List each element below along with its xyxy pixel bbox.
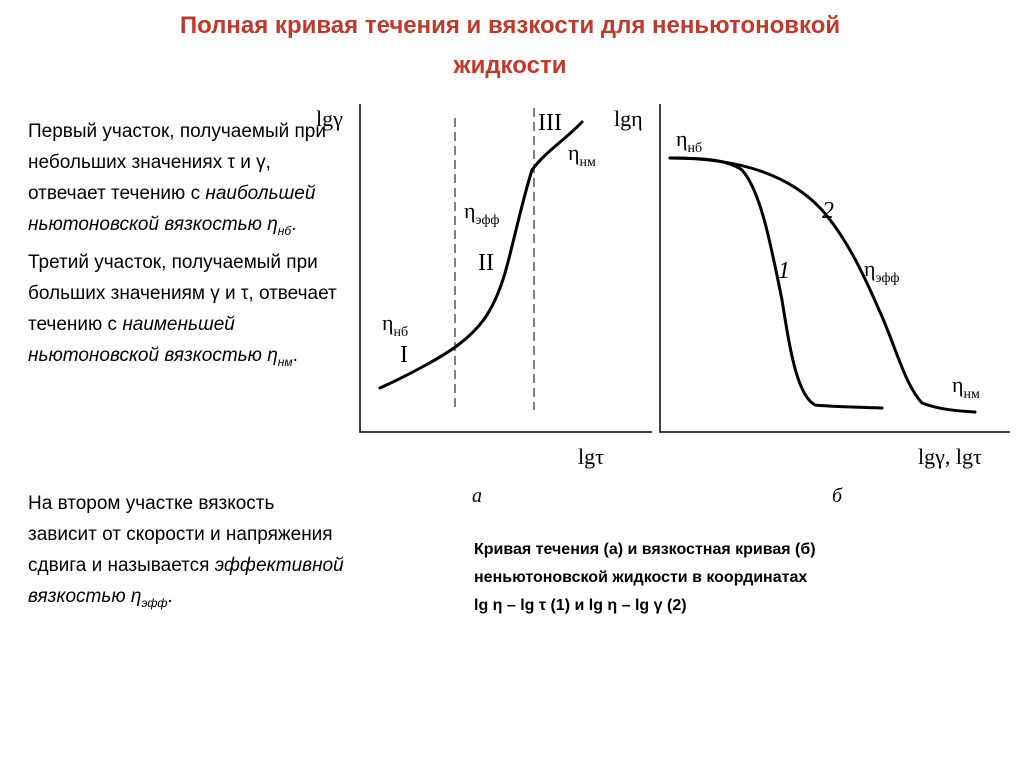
caption-line-1: Кривая течения (а) и вязкостная кривая (б) — [474, 541, 816, 558]
fig-a-eta-nm: $\eta_{нм}$ — [568, 140, 596, 170]
p1-sub-nm: нм — [277, 354, 293, 369]
caption-line-2: неньютоновской жидкости в координатах — [474, 569, 808, 586]
p2-italic-eff-viscosity: эффективной вязкостью η — [28, 555, 344, 607]
fig-a-region-3: III — [538, 110, 562, 136]
fig-a-y-axis-label: lgγ — [316, 106, 343, 131]
fig-a-region-2: II — [478, 250, 494, 276]
fig-b-panel-label: б — [832, 485, 843, 507]
p1-dot-1: . — [291, 214, 297, 235]
fig-b-eta-nb: $\eta_{нб}$ — [676, 126, 703, 156]
fig-b-curve-2 — [670, 158, 975, 412]
fig-b-curve-2-label: 2 — [822, 198, 834, 224]
figure-a — [316, 104, 652, 507]
p2-dot: . — [167, 586, 173, 607]
fig-a-panel-label: а — [472, 485, 482, 507]
title-line-2: жидкости — [453, 52, 567, 79]
figure-caption — [474, 536, 994, 620]
fig-a-eta-nb: $\eta_{нб}$ — [382, 310, 409, 340]
p1-text-2: Третий участок, получаемый при больших значениям γ и τ, отвечает течению с — [28, 251, 337, 335]
fig-b-y-axis-label: lgη — [614, 106, 643, 131]
fig-b-eta-nm: $\eta_{нм}$ — [952, 372, 980, 402]
p1-sub-nb: нб — [277, 223, 292, 238]
p1-text-1: Первый участок, получаемый при небольших значениях τ и γ, отвечает течению с — [28, 121, 326, 204]
fig-b-curve-1-label: 1 — [778, 258, 790, 284]
p1-italic-min-viscosity: наименьшей ньютоновской вязкостью — [28, 313, 262, 366]
p1-dot-2: . — [292, 344, 298, 366]
fig-b-x-axis-label: lgγ, lgτ — [918, 444, 982, 469]
p1-italic-max-viscosity: наибольшей ньютоновской вязкостью η — [28, 183, 316, 235]
fig-b-eta-eff: $\eta_{эфф}$ — [864, 256, 900, 286]
fig-a-x-axis-label: lgτ — [578, 444, 604, 469]
figure-b — [614, 104, 1010, 507]
p2-text-1: На втором участке вязкость зависит от скорости и напряжения сдвига и называется — [28, 493, 333, 576]
fig-b-curve-1 — [670, 158, 882, 408]
p1-eta: η — [261, 344, 278, 366]
caption-line-3: lg η – lg τ (1) и lg η – lg γ (2) — [474, 597, 687, 614]
p2-sub-eff: эфф — [141, 595, 168, 610]
fig-a-region-1: I — [400, 342, 408, 368]
fig-a-eta-eff: $\eta_{эфф}$ — [464, 198, 500, 228]
title-line-1: Полная кривая течения и вязкости для неньютоновкой — [179, 12, 841, 39]
